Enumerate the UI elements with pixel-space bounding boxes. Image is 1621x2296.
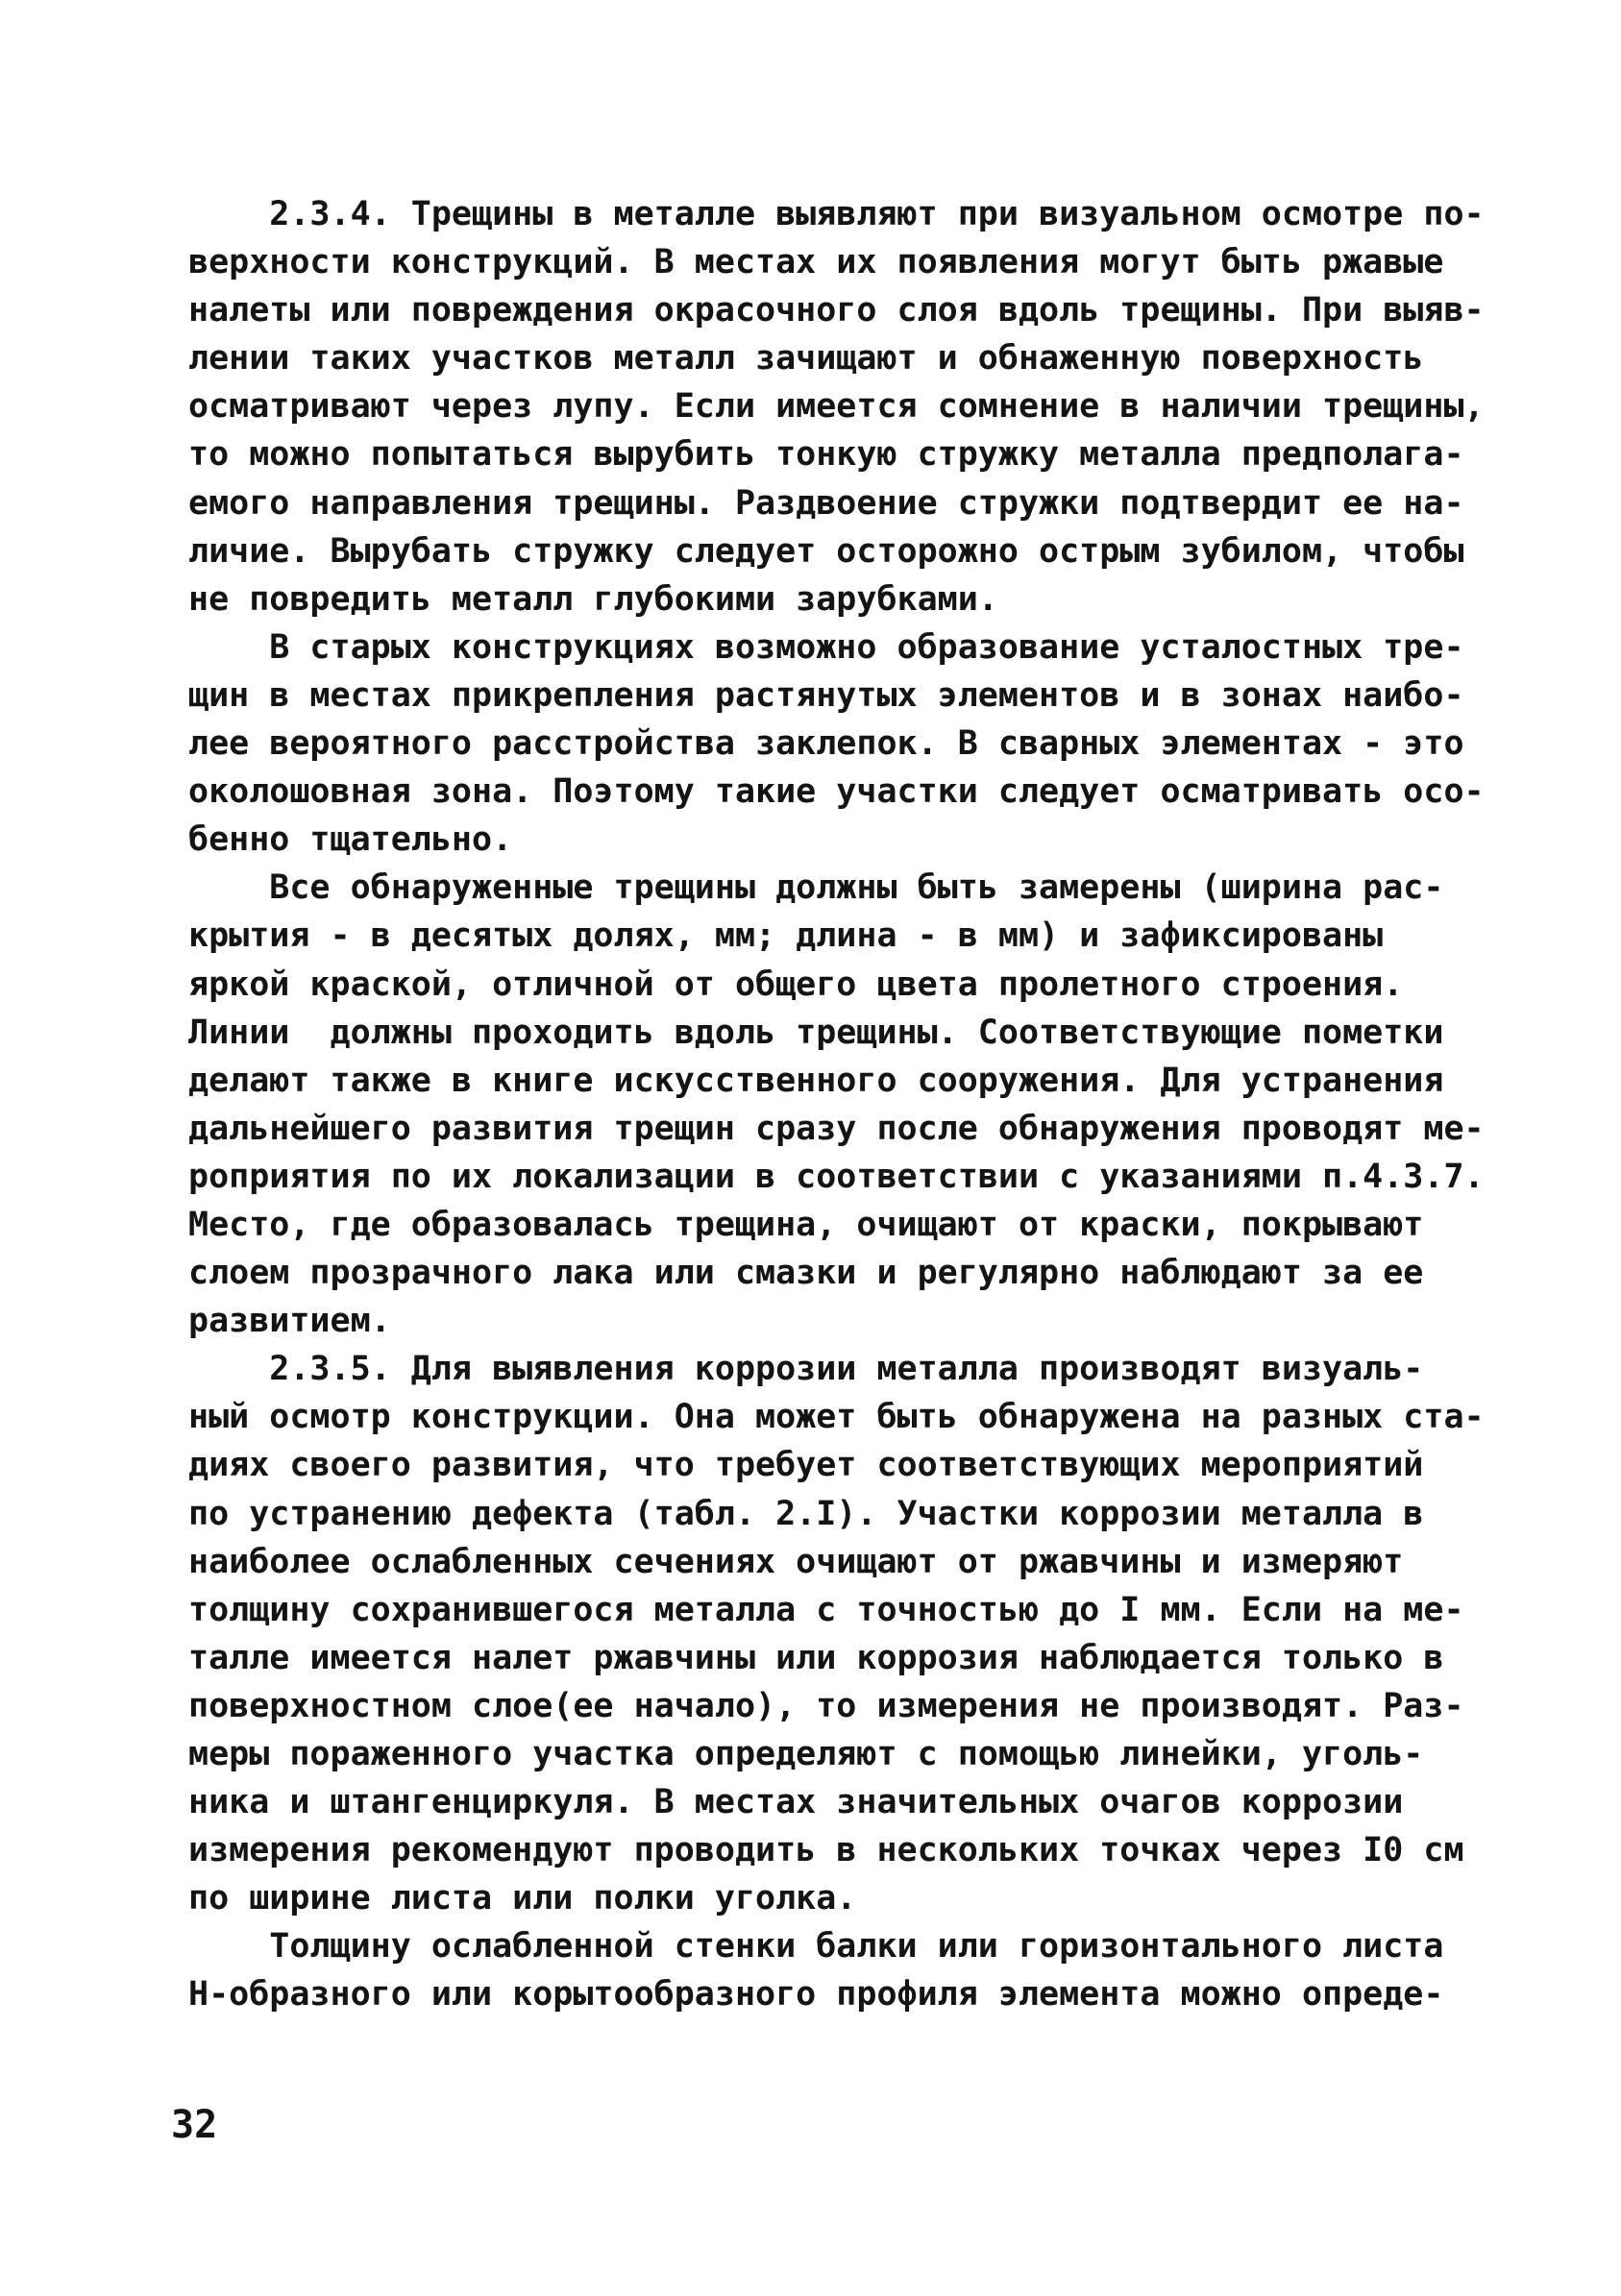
page-number: 32 <box>171 2103 218 2147</box>
text-line: яркой краской, отличной от общего цвета пролетного строения. <box>188 965 1404 1004</box>
text-line: дальнейшего развития трещин сразу после обнаружения проводят ме- <box>188 1109 1485 1148</box>
text-line: ный осмотр конструкции. Она может быть обнаружена на разных ста- <box>188 1398 1485 1437</box>
text-line: крытия - в десятых долях, мм; длина - в мм) и зафиксированы <box>188 916 1384 956</box>
text-line: осматривают через лупу. Если имеется сомнение в наличии трещины, <box>188 387 1485 427</box>
body-text <box>188 190 1485 2019</box>
text-line: делают также в книге искусственного сооружения. Для устранения <box>188 1061 1444 1100</box>
text-line: толщину сохранившегося металла с точностью до I мм. Если на ме- <box>188 1590 1464 1629</box>
text-line: налеты или повреждения окрасочного слоя вдоль трещины. При выяв- <box>188 291 1485 330</box>
text-line: меры пораженного участка определяют с помощью линейки, уголь- <box>188 1735 1424 1773</box>
text-line: 2.3.5. Для выявления коррозии металла производят визуаль- <box>188 1350 1424 1389</box>
text-line: то можно попытаться вырубить тонкую стружку металла предполага- <box>188 435 1464 475</box>
text-line: ника и штангенциркуля. В местах значительных очагов коррозии <box>188 1783 1404 1822</box>
text-line: по ширине листа или полки уголка. <box>188 1879 857 1918</box>
text-line: Н-образного или корытообразного профиля элемента можно опреде- <box>188 1975 1444 2015</box>
text-line: наиболее ослабленных сечениях очищают от ржавчины и измеряют <box>188 1542 1404 1581</box>
text-line: верхности конструкций. В местах их появления могут быть ржавые <box>188 243 1444 282</box>
text-line: Линии должны проходить вдоль трещины. Соответствующие пометки <box>188 1013 1444 1052</box>
text-line: развитием. <box>188 1302 391 1341</box>
text-line: слоем прозрачного лака или смазки и регулярно наблюдают за ее <box>188 1254 1424 1293</box>
text-line: лее вероятного расстройства заклепок. В сварных элементах - это <box>188 724 1464 764</box>
text-line: талле имеется налет ржавчины или коррозия наблюдается только в <box>188 1638 1444 1677</box>
text-line: щин в местах прикрепления растянутых элементов и в зонах наибо- <box>188 675 1464 715</box>
text-line: Место, где образовалась трещина, очищают от краски, покрывают <box>188 1205 1424 1244</box>
text-line: роприятия по их локализации в соответствии с указаниями п.4.3.7. <box>188 1157 1485 1196</box>
text-line: диях своего развития, что требует соответствующих мероприятий <box>188 1446 1424 1485</box>
text-line: поверхностном слое(ее начало), то измерения не производят. Раз- <box>188 1686 1464 1725</box>
text-line: околошовная зона. Поэтому такие участки следует осматривать осо- <box>188 772 1485 812</box>
text-line: емого направления трещины. Раздвоение стружки подтвердит ее на- <box>188 483 1464 523</box>
text-line: Толщину ослабленной стенки балки или горизонтального листа <box>188 1927 1444 1966</box>
text-line: личие. Вырубать стружку следует осторожно острым зубилом, чтобы <box>188 531 1464 571</box>
text-line: по устранению дефекта (табл. 2.I). Участки коррозии металла в <box>188 1494 1424 1533</box>
text-line: 2.3.4. Трещины в металле выявляют при визуальном осмотре по- <box>188 195 1485 233</box>
text-line: Все обнаруженные трещины должны быть замерены (ширина рас- <box>188 868 1444 908</box>
text-line: измерения рекомендуют проводить в нескольких точках через I0 см <box>188 1831 1464 1870</box>
text-line: не повредить металл глубокими зарубками. <box>188 579 998 619</box>
text-line: бенно тщательно. <box>188 820 513 860</box>
text-line: В старых конструкциях возможно образование усталостных тре- <box>188 627 1464 667</box>
text-line: лении таких участков металл зачищают и обнаженную поверхность <box>188 339 1424 379</box>
